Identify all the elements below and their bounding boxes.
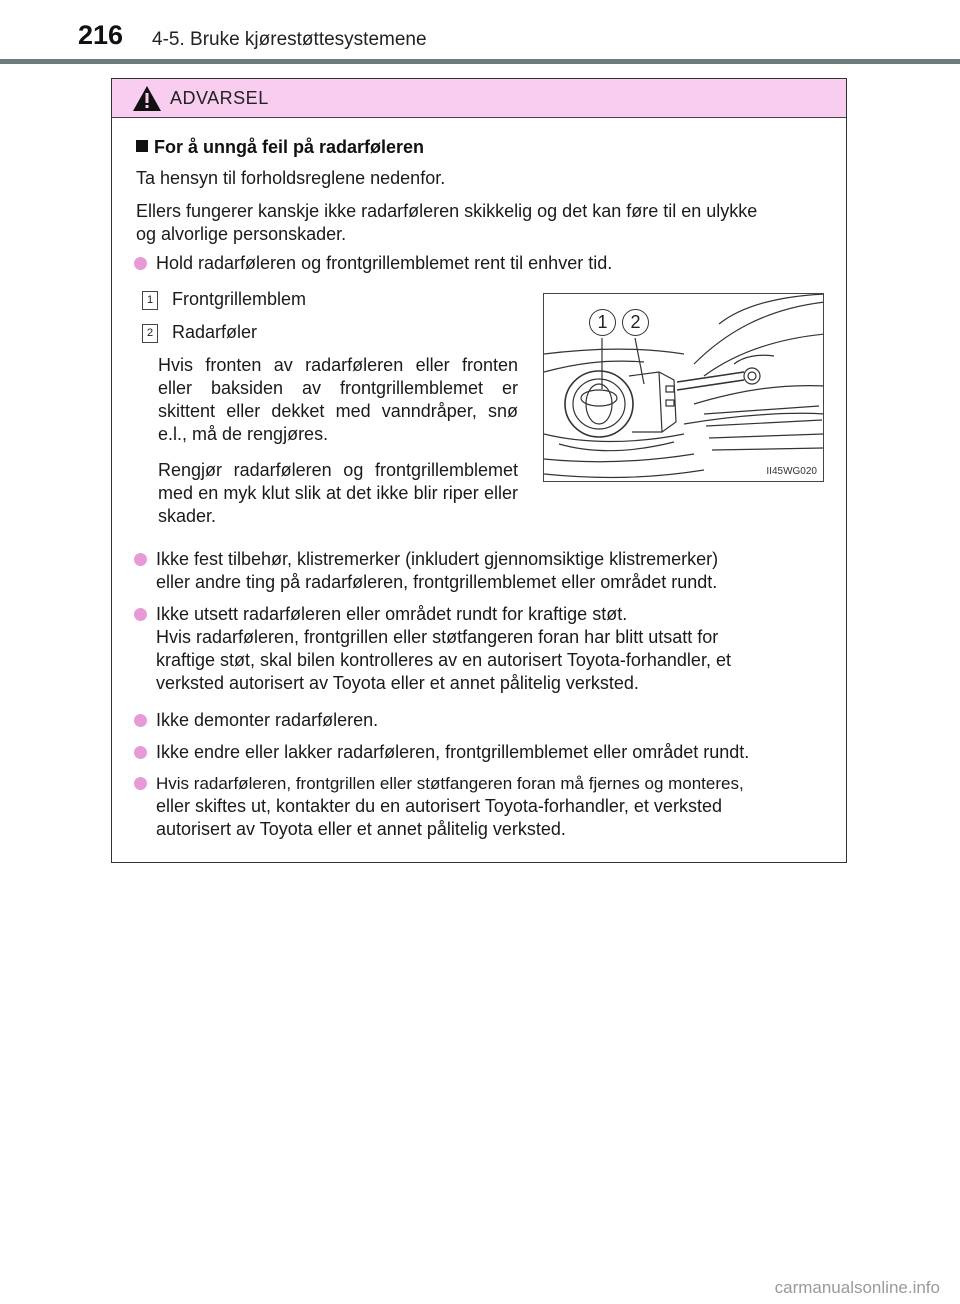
warning-triangle-icon (132, 85, 162, 112)
warning-subhead (136, 137, 424, 158)
bullet-item (134, 772, 842, 841)
bullet-dot-icon (134, 714, 147, 727)
section-title: 4-5. Bruke kjørestøttesystemene (152, 29, 427, 50)
bullet-item (134, 603, 842, 695)
bullet-text-line: Ikke utsett radarføleren eller området rundt for kraftige støt. (156, 604, 628, 624)
intro-text-2-line1: Ellers fungerer kanskje ikke radarføleren skikkelig og det kan føre til en ulykke (136, 201, 758, 221)
cleaning-paragraph-1: Hvis fronten av radarføleren eller fronten eller baksiden av frontgrillemblemet er skittent eller dekket med vanndråper, snø e.l., må de rengjøres. (158, 355, 518, 444)
bullet-text-line: Ikke fest tilbehør, klistremerker (inkludert gjennomsiktige klistremerker) (156, 549, 719, 569)
bullet-item (134, 741, 842, 764)
bullet-text (156, 603, 842, 695)
warning-title: ADVARSEL (170, 88, 269, 108)
bullet-text-line: verksted autorisert av Toyota eller et annet pålitelig verksted. (156, 673, 639, 693)
figure-code: II45WG020 (766, 466, 817, 477)
callout-1: 1 (589, 309, 616, 336)
bullet-text-line: kraftige støt, skal bilen kontrolleres av en autorisert Toyota-forhandler, et (156, 650, 731, 670)
bullet-text-line: Hvis radarføleren, frontgrillen eller støtfangeren foran har blitt utsatt for (156, 627, 719, 647)
bullet-text-line: autorisert av Toyota eller et annet pålitelig verksted. (156, 819, 566, 839)
warning-subhead-text: For å unngå feil på radarføleren (154, 137, 425, 157)
number-badge: 2 (142, 324, 158, 343)
bullet-text-line: eller andre ting på radarføleren, frontgrillemblemet eller området rundt. (156, 572, 718, 592)
intro-text-2 (136, 200, 836, 246)
warning-header (112, 79, 846, 118)
warning-box (111, 78, 847, 863)
bullet-text (156, 772, 842, 841)
bullet-text: Hold radarføleren og frontgrillemblemet rent til enhver tid. (156, 253, 613, 273)
bullet-text: Ikke demonter radarføleren. (156, 710, 379, 730)
watermark: carmanualsonline.info (774, 1278, 940, 1297)
bullet-dot-icon (134, 746, 147, 759)
number-badge: 1 (142, 291, 158, 310)
numbered-item-1 (142, 289, 306, 310)
bullet-text (156, 548, 842, 594)
page-number: 216 (78, 20, 124, 50)
bullet-item (134, 252, 842, 275)
radar-sensor-illustration (543, 293, 824, 482)
bullet-text: Ikke endre eller lakker radarføleren, frontgrillemblemet eller området rundt. (156, 742, 750, 762)
numbered-item-2 (142, 322, 257, 343)
header-rule (0, 59, 960, 64)
bullet-item (134, 709, 842, 732)
intro-text-1: Ta hensyn til forholdsreglene nedenfor. (136, 168, 446, 188)
bullet-dot-icon (134, 257, 147, 270)
cleaning-paragraph-2: Rengjør radarføleren og frontgrillemblemet med en myk klut slik at det ikke blir riper eller skader. (158, 460, 518, 526)
bullet-text-line: Hvis radarføleren, frontgrillen eller støtfangeren foran må fjernes og monteres, (156, 774, 744, 793)
bullet-item (134, 548, 842, 594)
numbered-item-label: Radarføler (172, 322, 258, 342)
intro-text-2-line2: og alvorlige personskader. (136, 224, 347, 244)
bullet-dot-icon (134, 553, 147, 566)
callout-2: 2 (622, 309, 649, 336)
bullet-text-line: eller skiftes ut, kontakter du en autorisert Toyota-forhandler, et verksted (156, 796, 722, 816)
car-front-drawing (544, 294, 824, 482)
numbered-item-label: Frontgrillemblem (172, 289, 307, 309)
bullet-dot-icon (134, 777, 147, 790)
bullet-dot-icon (134, 608, 147, 621)
page-header (0, 0, 960, 64)
square-bullet-icon (136, 140, 148, 152)
